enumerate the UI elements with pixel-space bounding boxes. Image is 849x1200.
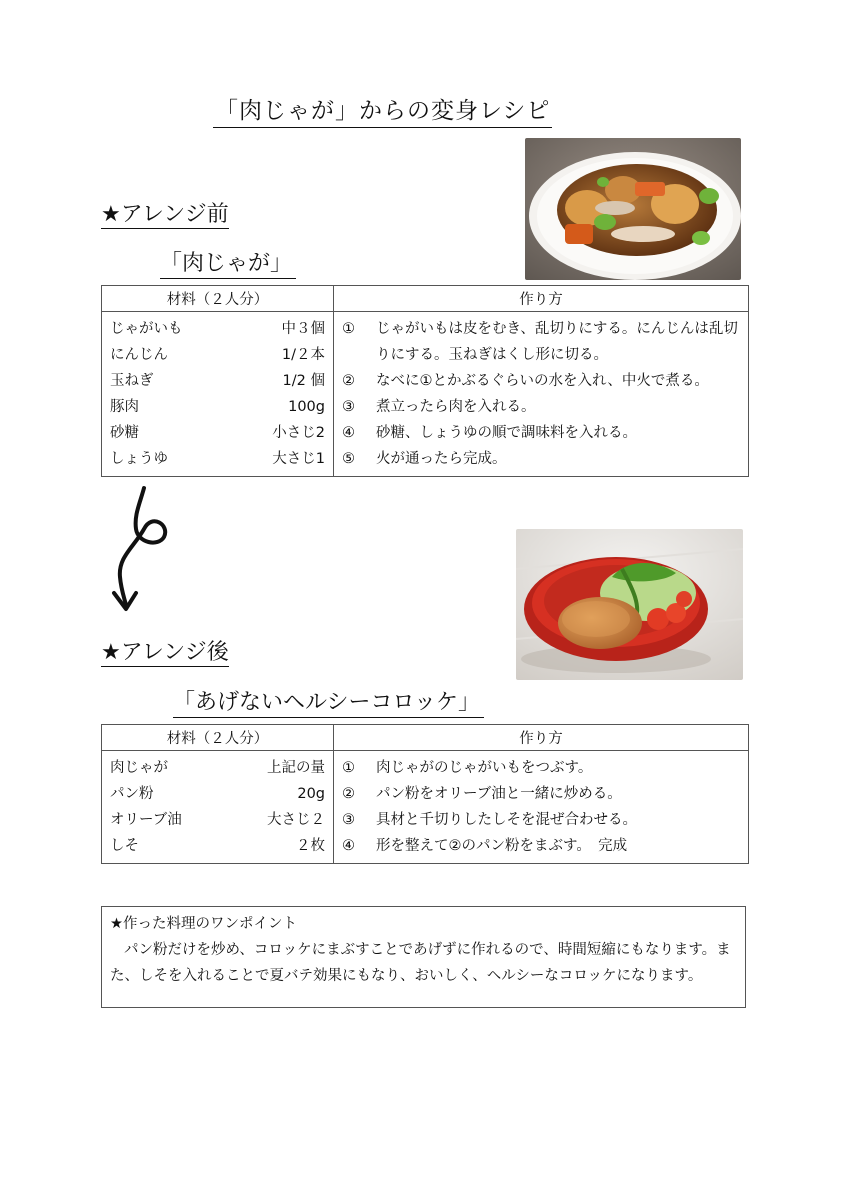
before-dish-name: 「肉じゃが」 [160,246,296,279]
one-point-box [101,906,746,1008]
ingredient-row: しょうゆ 大さじ1 [110,451,325,467]
ingredient-row: 豚肉 100g [110,399,325,415]
nikujaga-photo [525,138,741,280]
steps-header: 作り方 [334,286,749,312]
croquette-photo [516,529,743,680]
step-row: ③ 煮立ったら肉を入れる。 [342,399,536,415]
ingredients-header: 材料（２人分） [102,725,334,751]
ingredients-cell [102,312,334,477]
ingredient-row: 砂糖 小さじ2 [110,425,325,441]
step-row: ④ 砂糖、しょうゆの順で調味料を入れる。 [342,425,637,441]
ingredient-row: 肉じゃが 上記の量 [110,760,325,776]
steps-cell [334,312,749,477]
ingredient-row: にんじん 1/２本 [110,347,325,363]
transform-arrow-icon [104,485,174,615]
step-row: ① じゃがいもは皮をむき、乱切りにする。にんじんは乱切りにする。玉ねぎはくし形に切る。 [342,321,738,363]
ingredient-row: じゃがいも 中３個 [110,321,325,337]
before-heading-text: ★アレンジ前 [101,202,229,227]
ingredient-row: 玉ねぎ 1/2 個 [110,373,325,389]
step-row: ② なべに①とかぶるぐらいの水を入れ、中火で煮る。 [342,373,709,389]
before-recipe-table [101,285,749,477]
step-row: ⑤ 火が通ったら完成。 [342,451,507,467]
one-point-heading: ★作った料理のワンポイント [110,916,297,932]
step-row: ③ 具材と千切りしたしそを混ぜ合わせる。 [342,812,637,828]
after-dish-name: 「あげないヘルシーコロッケ」 [173,685,484,718]
ingredients-header: 材料（２人分） [102,286,334,312]
steps-header: 作り方 [334,725,749,751]
step-row: ② パン粉をオリーブ油と一緒に炒める。 [342,786,622,802]
after-recipe-table [101,724,749,864]
page-title: 「肉じゃが」からの変身レシピ [213,92,552,128]
ingredient-row: しそ ２枚 [110,838,325,854]
before-heading [101,197,229,228]
step-row: ④ 形を整えて②のパン粉をまぶす。 完成 [342,838,628,854]
step-row: ① 肉じゃがのじゃがいもをつぶす。 [342,760,593,776]
after-heading-text: ★アレンジ後 [101,640,229,665]
ingredients-cell [102,751,334,864]
steps-cell [334,751,749,864]
one-point-body: パン粉だけを炒め、コロッケにまぶすことであげずに作れるので、時間短縮にもなります。また、しそを入れることで夏バテ効果にもなり、おいしく、ヘルシーなコロッケになります。 [110,942,731,984]
after-heading [101,635,229,666]
ingredient-row: オリーブ油 大さじ２ [110,812,325,828]
ingredient-row: パン粉 20g [110,786,325,802]
